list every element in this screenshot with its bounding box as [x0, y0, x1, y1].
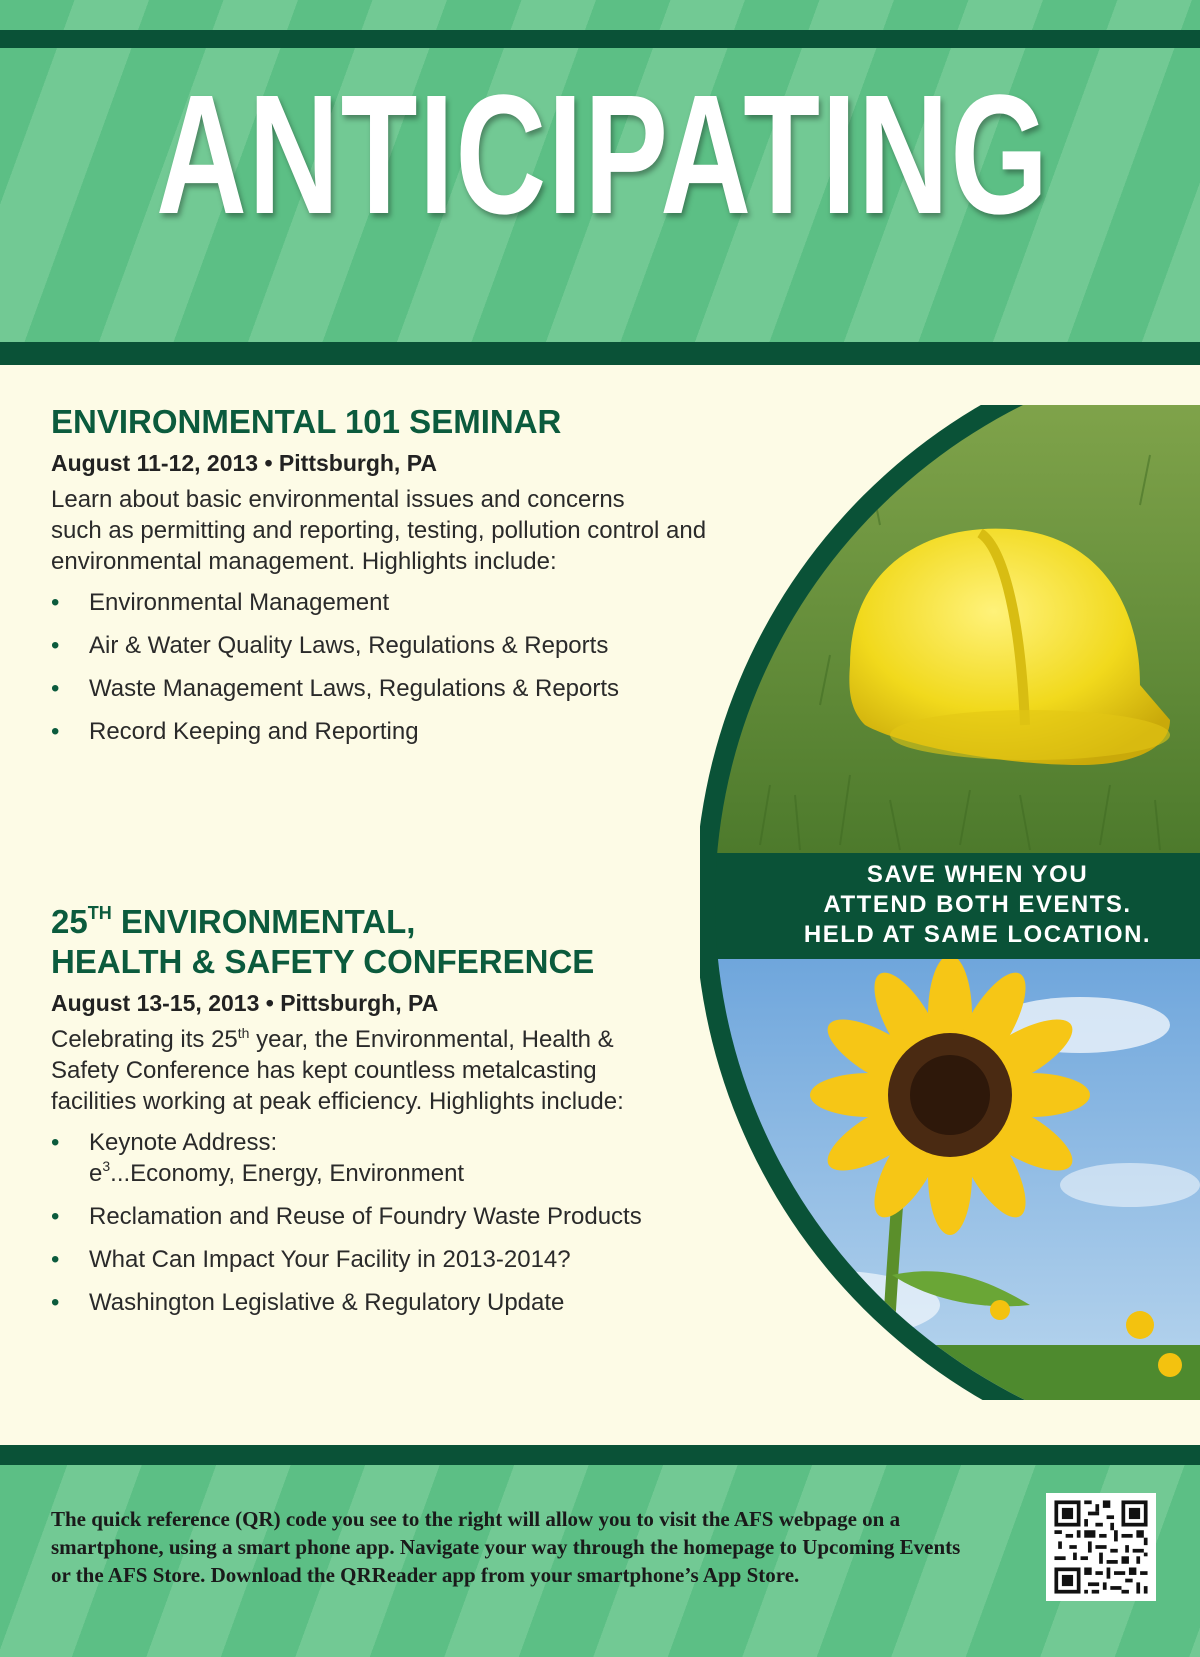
- seminar-date: August 11-12, 2013 • Pittsburgh, PA: [51, 450, 437, 476]
- conference-date: August 13-15, 2013 • Pittsburgh, PA: [51, 990, 439, 1016]
- conference-title-line2: HEALTH & SAFETY CONFERENCE: [51, 943, 595, 980]
- seminar-desc-line: such as permitting and reporting, testing, pollution control and: [51, 517, 707, 544]
- keynote-rest: ...Economy, Energy, Environment: [110, 1160, 465, 1187]
- header-banner: [0, 0, 1200, 365]
- list-item: • Record Keeping and Reporting: [51, 716, 751, 747]
- list-item: • Air & Water Quality Laws, Regulations & Reports: [51, 630, 751, 661]
- conference-number: 25: [51, 903, 88, 940]
- conference-desc-line: Safety Conference has kept countless metalcasting: [51, 1057, 597, 1084]
- conference-title-line1: ENVIRONMENTAL,: [111, 903, 416, 940]
- conference-section: [51, 902, 751, 1330]
- conference-description: [51, 1024, 751, 1117]
- list-item: • Environmental Management: [51, 587, 751, 618]
- qr-text-line: or the AFS Store. Download the QRReader app from your smartphone’s App Store.: [51, 1563, 800, 1587]
- conference-desc-text: year, the Environmental, Health &: [249, 1026, 614, 1053]
- qr-code-icon: [1046, 1493, 1156, 1601]
- qr-code[interactable]: [1046, 1493, 1156, 1601]
- conference-superscript: TH: [87, 903, 112, 923]
- list-item: • Waste Management Laws, Regulations & Reports: [51, 673, 751, 704]
- seminar-section: [51, 402, 751, 759]
- footer-stripe: [0, 1445, 1200, 1465]
- conference-desc-line: facilities working at peak efficiency. Highlights include:: [51, 1088, 624, 1115]
- promo-line: SAVE WHEN YOU: [866, 861, 1089, 888]
- header-stripe-bottom: [0, 342, 1200, 365]
- promo-line: HELD AT SAME LOCATION.: [803, 921, 1152, 948]
- list-item: • Reclamation and Reuse of Foundry Waste Products: [51, 1201, 751, 1232]
- promo-line: ATTEND BOTH EVENTS.: [823, 891, 1132, 918]
- list-item: [51, 1127, 751, 1189]
- conference-desc-sup: th: [237, 1025, 250, 1041]
- seminar-highlights: [51, 587, 751, 747]
- list-item: • Washington Legislative & Regulatory Update: [51, 1287, 751, 1318]
- conference-title: [51, 902, 751, 982]
- qr-text-line: The quick reference (QR) code you see to the right will allow you to visit the AFS webpage on a: [51, 1507, 901, 1531]
- headline: ANTICIPATING: [156, 60, 1050, 250]
- conference-highlights: [51, 1127, 751, 1318]
- keynote-sup: 3: [102, 1158, 111, 1174]
- keynote-e: e: [89, 1160, 103, 1187]
- header-stripe-top: [0, 30, 1200, 48]
- qr-text-line: smartphone, using a smart phone app. Navigate your way through the homepage to Upcoming Events: [51, 1535, 961, 1559]
- seminar-desc-line: environmental management. Highlights include:: [51, 548, 557, 575]
- list-item: • What Can Impact Your Facility in 2013-2014?: [51, 1244, 751, 1275]
- qr-instructions: [51, 1505, 1041, 1589]
- conference-desc-text: Celebrating its 25: [51, 1026, 238, 1053]
- promo-text: [755, 860, 1200, 950]
- seminar-description: [51, 484, 751, 577]
- keynote-label: Keynote Address:: [89, 1129, 278, 1156]
- seminar-title: ENVIRONMENTAL 101 SEMINAR: [51, 403, 562, 440]
- seminar-desc-line: Learn about basic environmental issues and concerns: [51, 486, 625, 513]
